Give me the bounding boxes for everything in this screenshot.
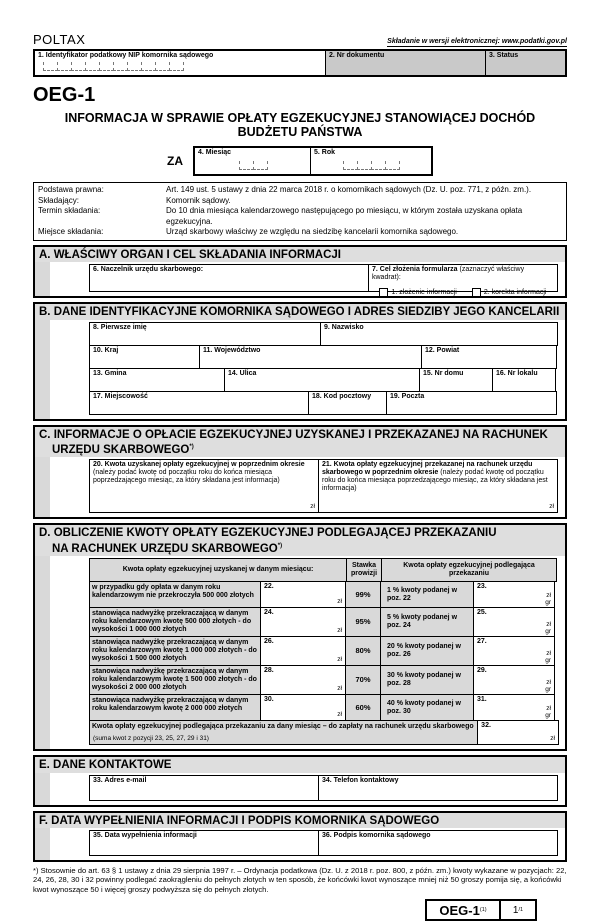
option-korekta[interactable]: 2. korekta informacji: [472, 288, 547, 297]
section-e: [33, 755, 567, 807]
d-row-2: [89, 607, 559, 637]
currency-zl-gr: zł gr: [545, 621, 551, 636]
d-row-3: [89, 636, 559, 666]
field-6-naczelnik[interactable]: [89, 264, 369, 292]
section-b-title: B. DANE IDENTYFIKACYJNE KOMORNIKA SĄDOWEGO I ADRES SIEDZIBY JEGO KANCELARII: [35, 304, 565, 320]
field-7-label: 7. Cel złożenia formularza (zaznaczyć właściwy kwadrat):: [372, 266, 525, 281]
currency-zl: zł: [550, 735, 555, 743]
field-21-kwota-przekazana[interactable]: 21. Kwota opłaty egzekucyjnej przekazanej na rachunek urzędu skarbowego w poprzednim okresie (należy podać kwotę od początku roku do końca miesiąca poprzedzającego miesiąc, za który składana jest informacja) zł: [318, 459, 558, 513]
section-gutter: [35, 828, 50, 860]
rate-value: 99%: [345, 581, 381, 608]
field-6-label: 6. Naczelnik urzędu skarbowego:: [93, 266, 204, 273]
currency-zl: zł: [310, 503, 315, 511]
field-26[interactable]: 26. zł: [260, 636, 346, 666]
legal-row: [38, 206, 562, 227]
d-row-4: [89, 665, 559, 695]
section-gutter: [35, 320, 50, 419]
section-e-title: E. DANE KONTAKTOWE: [35, 757, 565, 773]
checkbox-icon[interactable]: [472, 288, 481, 297]
d-row-1: [89, 581, 559, 608]
field-23[interactable]: 23. zł gr: [473, 581, 555, 608]
field-8-pierwsze-imie[interactable]: 8. Pierwsze imię: [89, 322, 321, 346]
legal-value: Art. 149 ust. 5 ustawy z dnia 22 marca 2018 r. o komornikach sądowych (Dz. U. poz. 771, z późn. zm.).: [166, 185, 532, 194]
sum-desc: Kwota opłaty egzekucyjnej podlegająca przekazaniu za dany miesiąc – do zapłaty na rachunek urzędu skarbowego (suma kwot z pozycji 23, 25, 27, 29 i 31): [89, 720, 478, 745]
month-digit-boxes[interactable]: [239, 161, 267, 172]
due-desc: 30 % kwoty podanej w poz. 28: [380, 665, 474, 695]
document-number-label: 2. Nr dokumentu: [329, 52, 385, 59]
za-label: ZA: [167, 154, 183, 168]
field-17-miejscowosc[interactable]: 17. Miejscowość: [89, 391, 309, 415]
period-box: [193, 146, 433, 176]
field-33-email[interactable]: 33. Adres e-mail: [89, 775, 319, 801]
legal-row: [38, 227, 562, 238]
field-36-podpis[interactable]: 36. Podpis komornika sądowego: [318, 830, 558, 856]
section-a-title: A. WŁAŚCIWY ORGAN I CEL SKŁADANIA INFORMACJI: [35, 247, 565, 263]
field-7-cel: [368, 264, 558, 296]
legal-label: Podstawa prawna:: [38, 185, 104, 194]
currency-zl: zł: [337, 685, 342, 693]
d-row-5: [89, 694, 559, 721]
year-label: 5. Rok: [314, 149, 336, 156]
currency-zl-gr: zł gr: [545, 592, 551, 607]
currency-zl-gr: zł gr: [545, 705, 551, 720]
rate-value: 95%: [345, 607, 381, 637]
row-desc: stanowiąca nadwyżkę przekraczającą w danym roku kalendarzowym kwotę 2 000 000 złotych: [89, 694, 261, 721]
year-field[interactable]: [310, 148, 431, 174]
field-20-kwota-uzyskana[interactable]: 20. Kwota uzyskanej opłaty egzekucyjnej w poprzednim okresie (należy podać kwotę od początku roku do końca miesiąca poprzedzającego miesiąc, za który składana jest informacja) zł: [89, 459, 319, 513]
field-31[interactable]: 31. zł gr: [473, 694, 555, 721]
poltax-logo: POLTAX: [33, 32, 86, 47]
footnote: *) Stosownie do art. 63 § 1 ustawy z dnia 29 sierpnia 1997 r. – Ordynacja podatkowa (Dz. U. z 2018 r. poz. 800, z późn. zm.) kwoty wykazane w pozycjach: 22, 24, 26, 28, 30 i 32 powinny podlegać zaokrągleniu do pełnych złotych w ten sposób, że końcówki kwot wynoszące mniej niż 50 groszy pomija się, a końcówki kwot wynoszące 50 i więcej groszy podwyższa się do pełnych złotych.: [33, 866, 567, 894]
month-label: 4. Miesiąc: [198, 149, 232, 156]
field-30[interactable]: 30. zł: [260, 694, 346, 721]
currency-zl: zł: [337, 656, 342, 664]
legal-label: Miejsce składania:: [38, 227, 104, 236]
brand-row: [33, 32, 567, 47]
section-c: [33, 425, 567, 520]
field-15-nr-domu[interactable]: 15. Nr domu: [419, 368, 493, 392]
row-desc: stanowiąca nadwyżkę przekraczającą w danym roku kalendarzowym kwotę 1 000 000 złotych - do wysokości 1 500 000 złotych: [89, 636, 261, 666]
section-gutter: [35, 262, 50, 296]
legal-label: Termin składania:: [38, 206, 101, 215]
field-9-nazwisko[interactable]: 9. Nazwisko: [320, 322, 558, 346]
row-desc: stanowiąca nadwyżkę przekraczającą w danym roku kalendarzowym kwotę 1 500 000 złotych - do wysokości 2 000 000 złotych: [89, 665, 261, 695]
section-gutter: [35, 457, 50, 517]
field-14-ulica[interactable]: 14. Ulica: [224, 368, 420, 392]
rate-value: 60%: [345, 694, 381, 721]
col-amount-header: Kwota opłaty egzekucyjnej uzyskanej w danym miesiącu:: [89, 558, 347, 582]
d-table-header: [89, 558, 559, 582]
section-d-title: D. OBLICZENIE KWOTY OPŁATY EGZEKUCYJNEJ PODLEGAJĄCEJ PRZEKAZANIU NA RACHUNEK URZĘDU SKARBOWEGO*): [35, 525, 565, 556]
footnote-ref: *): [189, 444, 194, 450]
legal-value: Do 10 dnia miesiąca kalendarzowego następującego po miesiącu, w którym została uzyskana opłata egzekucyjna.: [166, 206, 523, 226]
currency-zl: zł: [337, 598, 342, 606]
field-24[interactable]: 24. zł: [260, 607, 346, 637]
legal-value: Komornik sądowy.: [166, 195, 231, 205]
field-22[interactable]: 22. zł: [260, 581, 346, 608]
nip-field[interactable]: [35, 51, 325, 75]
sum-note: (suma kwot z pozycji 23, 25, 27, 29 i 31): [93, 735, 209, 743]
legal-value: Urząd skarbowy właściwy ze względu na siedzibę kancelarii komornika sądowego.: [166, 227, 459, 236]
row-desc: w przypadku gdy opłata w danym roku kalendarzowym nie przekroczyła 500 000 złotych: [89, 581, 261, 608]
form-code: OEG-1: [33, 84, 96, 106]
form-title-line1: INFORMACJA W SPRAWIE OPŁATY EGZEKUCYJNEJ STANOWIĄCEJ DOCHÓD: [64, 111, 536, 125]
currency-zl: zł: [337, 711, 342, 719]
field-19-poczta[interactable]: 19. Poczta: [386, 391, 557, 415]
field-16-nr-lokalu[interactable]: 16. Nr lokalu: [492, 368, 556, 392]
section-c-title: C. INFORMACJE O OPŁACIE EGZEKUCYJNEJ UZYSKANEJ I PRZEKAZANEJ NA RACHUNEK URZĘDU SKARBOWEGO*): [35, 427, 565, 458]
section-gutter: [35, 556, 50, 749]
form-title-line2: BUDŻETU PAŃSTWA: [237, 125, 363, 139]
due-desc: 40 % kwoty podanej w poz. 30: [380, 694, 474, 721]
nip-digit-boxes[interactable]: [43, 62, 183, 73]
period-row: [33, 146, 567, 176]
field-32[interactable]: 32. zł: [477, 720, 559, 745]
footnote-ref: *): [277, 542, 283, 549]
field-10-kraj[interactable]: 10. Kraj: [89, 345, 200, 369]
field-35-data[interactable]: 35. Data wypełnienia informacji: [89, 830, 319, 856]
checkbox-icon[interactable]: [379, 288, 388, 297]
field-25[interactable]: 25. zł gr: [473, 607, 555, 637]
field-11-wojewodztwo[interactable]: 11. Województwo: [199, 345, 422, 369]
due-desc: 20 % kwoty podanej w poz. 26: [380, 636, 474, 666]
field-27[interactable]: 27. zł gr: [473, 636, 555, 666]
col-rate-header: Stawka prowizji: [346, 558, 382, 582]
field-28[interactable]: 28. zł: [260, 665, 346, 695]
section-f: [33, 811, 567, 863]
footer-form-box: [425, 899, 537, 921]
esubmission-note: Składanie w wersji elektronicznej: www.podatki.gov.pl: [387, 38, 567, 45]
year-digit-boxes[interactable]: [343, 161, 399, 172]
legal-row: [38, 185, 562, 196]
field-13-gmina[interactable]: 13. Gmina: [89, 368, 225, 392]
field-29[interactable]: 29. zł gr: [473, 665, 555, 695]
col-due-header: Kwota opłaty egzekucyjnej podlegająca przekazaniu: [381, 558, 557, 582]
footer-page-number: 1 /1: [499, 901, 535, 919]
currency-zl-gr: zł gr: [545, 650, 551, 665]
nip-label: 1. Identyfikator podatkowy NIP komornika sądowego: [38, 52, 214, 59]
status-label: 3. Status: [489, 52, 519, 59]
form-title: [33, 111, 567, 139]
section-f-title: F. DATA WYPEŁNIENIA INFORMACJI I PODPIS KOMORNIKA SĄDOWEGO: [35, 813, 565, 829]
section-gutter: [35, 773, 50, 805]
field-12-powiat[interactable]: 12. Powiat: [421, 345, 557, 369]
status-field: [485, 51, 565, 75]
due-desc: 5 % kwoty podanej w poz. 24: [380, 607, 474, 637]
currency-zl: zł: [337, 627, 342, 635]
field-34-telefon[interactable]: 34. Telefon kontaktowy: [318, 775, 558, 801]
option-zlozenie[interactable]: 1. złożenie informacji: [379, 288, 456, 297]
currency-zl-gr: zł gr: [545, 679, 551, 694]
section-a: [33, 245, 567, 299]
footer-form-code: OEG-1 (1): [439, 902, 487, 918]
legal-basis-box: [33, 182, 567, 241]
legal-label: Składający:: [38, 195, 79, 205]
row-desc: stanowiąca nadwyżkę przekraczającą w danym roku kalendarzowym kwotę 500 000 złotych - do wysokości 1 000 000 złotych: [89, 607, 261, 637]
legal-row: [38, 196, 562, 207]
section-b: [33, 302, 567, 421]
d-sum-row: [89, 720, 559, 745]
currency-zl: zł: [549, 503, 554, 511]
field-18-kod-pocztowy[interactable]: 18. Kod pocztowy: [308, 391, 387, 415]
rate-value: 80%: [345, 636, 381, 666]
document-number-field: [325, 51, 485, 75]
month-field[interactable]: [195, 148, 310, 174]
section-d: [33, 523, 567, 751]
due-desc: 1 % kwoty podanej w poz. 22: [380, 581, 474, 608]
header-id-table: [33, 49, 567, 77]
rate-value: 70%: [345, 665, 381, 695]
